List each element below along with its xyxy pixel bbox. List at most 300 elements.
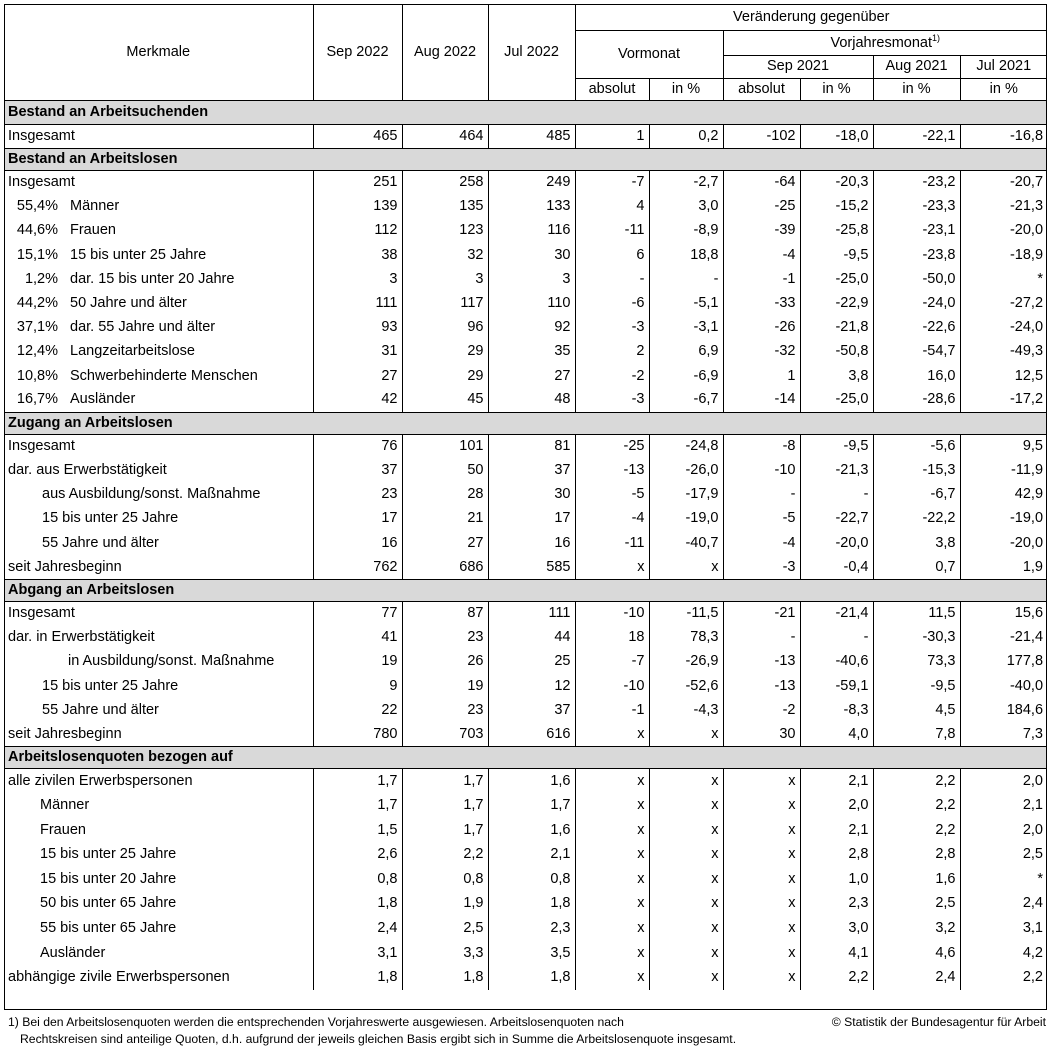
row-label-text: 15 bis unter 20 Jahre <box>40 870 177 887</box>
row-label <box>4 842 313 867</box>
cell-value: 111 <box>488 601 575 625</box>
cell-value: 2 <box>575 340 649 364</box>
cell-value: x <box>649 793 723 818</box>
cell-value: 1,8 <box>488 965 575 990</box>
cell-value: 78,3 <box>649 625 723 649</box>
table-row <box>4 698 1047 722</box>
cell-value: 2,8 <box>873 842 960 867</box>
cell-value: 133 <box>488 194 575 218</box>
section-title: Arbeitslosenquoten bezogen auf <box>4 746 1047 768</box>
cell-value: -21,8 <box>800 315 873 339</box>
cell-value: - <box>649 267 723 291</box>
cell-value: -4 <box>575 507 649 531</box>
footnote-text-2: Rechtskreisen sind anteilige Quoten, d.h. aufgrund der jeweils gleichen Basis ergibt sich in Summe die Arbeitslosenquote insgesamt. <box>20 1032 737 1046</box>
row-label-text: abhängige zivile Erwerbspersonen <box>8 969 230 986</box>
share-value: 1,2% <box>24 270 58 287</box>
cell-value: * <box>1037 270 1044 287</box>
share-value: 15,1% <box>16 246 58 263</box>
statistics-table <box>4 4 1047 990</box>
cell-value: 2,2 <box>873 768 960 793</box>
cell-value: 110 <box>488 291 575 315</box>
cell-value: 1,7 <box>488 793 575 818</box>
cell-value: 2,0 <box>1022 772 1044 789</box>
cell-value: -25,0 <box>800 267 873 291</box>
table-row <box>4 364 1047 388</box>
table-row <box>4 194 1047 218</box>
cell-value: 2,2 <box>1022 969 1044 986</box>
cell-value: 15,6 <box>1014 605 1044 622</box>
cell-value: -5 <box>575 482 649 506</box>
cell-value: -7 <box>575 650 649 674</box>
cell-value: 762 <box>313 555 402 579</box>
row-label <box>4 674 313 698</box>
cell-value: -64 <box>723 170 800 194</box>
cell-value: -3 <box>575 388 649 412</box>
cell-value: 3,1 <box>313 940 402 965</box>
section-title: Abgang an Arbeitslosen <box>4 579 1047 601</box>
cell-value: 4,5 <box>873 698 960 722</box>
cell-value: 112 <box>313 219 402 243</box>
cell-value: -6,7 <box>873 482 960 506</box>
cell-value: 2,1 <box>800 818 873 843</box>
cell-value: -22,1 <box>873 124 960 148</box>
cell-value: 41 <box>313 625 402 649</box>
cell-value: 465 <box>313 124 402 148</box>
cell-value: -3 <box>575 315 649 339</box>
cell-value: -7 <box>575 170 649 194</box>
cell-value: x <box>723 965 800 990</box>
section-header <box>4 746 1047 768</box>
cell-value: -6,7 <box>649 388 723 412</box>
row-label <box>4 219 313 243</box>
row-label <box>4 965 313 990</box>
cell-value: x <box>649 818 723 843</box>
cell-value: 50 <box>402 458 488 482</box>
row-label-text: Ausländer <box>40 944 106 961</box>
cell-value: 4,6 <box>873 940 960 965</box>
row-label <box>4 364 313 388</box>
cell-value: 0,8 <box>313 867 402 892</box>
cell-value: -21,3 <box>800 458 873 482</box>
row-label <box>4 601 313 625</box>
cell-value: 686 <box>402 555 488 579</box>
cell-value: 258 <box>402 170 488 194</box>
cell-value: 30 <box>488 482 575 506</box>
table-row <box>4 555 1047 579</box>
cell-value: 1,7 <box>402 768 488 793</box>
cell-value: 35 <box>488 340 575 364</box>
row-label <box>4 170 313 194</box>
cell-value: -4 <box>723 243 800 267</box>
cell-value: -20,3 <box>800 170 873 194</box>
table-row <box>4 315 1047 339</box>
cell-value: 21 <box>402 507 488 531</box>
cell-value: 135 <box>402 194 488 218</box>
row-label-text: Frauen <box>40 821 86 838</box>
row-label <box>4 867 313 892</box>
row-label-text: Schwerbehinderte Menschen <box>70 367 258 384</box>
cell-value: 101 <box>402 434 488 458</box>
cell-value: 7,8 <box>873 722 960 746</box>
cell-value: -17,9 <box>649 482 723 506</box>
cell-value: -18,0 <box>800 124 873 148</box>
cell-value: -13 <box>575 458 649 482</box>
cell-value: 117 <box>402 291 488 315</box>
cell-value: x <box>575 965 649 990</box>
cell-value: 37 <box>313 458 402 482</box>
cell-value: 9,5 <box>1022 438 1044 455</box>
cell-value: 1,7 <box>402 793 488 818</box>
cell-value: -11,9 <box>1011 462 1044 479</box>
cell-value: -49,3 <box>1009 343 1044 360</box>
share-value: 10,8% <box>16 367 58 384</box>
cell-value: -54,7 <box>873 340 960 364</box>
table-row <box>4 601 1047 625</box>
cell-value: -9,5 <box>800 243 873 267</box>
cell-value: -24,8 <box>649 434 723 458</box>
cell-value: 96 <box>402 315 488 339</box>
cell-value: - <box>723 625 800 649</box>
share-value: 55,4% <box>16 198 58 215</box>
cell-value: x <box>649 916 723 941</box>
row-label <box>4 818 313 843</box>
cell-value: -3,1 <box>649 315 723 339</box>
cell-value: -15,3 <box>873 458 960 482</box>
row-label-text: seit Jahresbeginn <box>8 725 122 742</box>
cell-value: -23,3 <box>873 194 960 218</box>
cell-value: x <box>575 842 649 867</box>
cell-value: 123 <box>402 219 488 243</box>
cell-value: 251 <box>313 170 402 194</box>
cell-value: * <box>1037 870 1044 887</box>
cell-value: 16 <box>313 531 402 555</box>
cell-value: 1,0 <box>800 867 873 892</box>
cell-value: 23 <box>402 698 488 722</box>
cell-value: 2,1 <box>1022 796 1044 813</box>
cell-value: 0,7 <box>873 555 960 579</box>
row-label <box>4 194 313 218</box>
copyright-notice: © Statistik der Bundesagentur für Arbeit <box>831 1015 1046 1029</box>
section-title: Bestand an Arbeitsuchenden <box>4 100 1047 124</box>
row-label-text: 55 Jahre und älter <box>42 701 159 718</box>
table-body <box>4 100 1047 990</box>
cell-value: -23,1 <box>873 219 960 243</box>
cell-value: x <box>723 842 800 867</box>
cell-value: -52,6 <box>649 674 723 698</box>
cell-value: -9,5 <box>800 434 873 458</box>
cell-value: 77 <box>313 601 402 625</box>
row-label-text: Insgesamt <box>8 438 75 455</box>
cell-value: -13 <box>723 650 800 674</box>
cell-value: 4,1 <box>800 940 873 965</box>
row-label-text: dar. 55 Jahre und älter <box>70 319 216 336</box>
cell-value: x <box>649 891 723 916</box>
row-label-text: 55 bis unter 65 Jahre <box>40 919 177 936</box>
cell-value: -21,4 <box>800 601 873 625</box>
cell-value: 7,3 <box>1022 725 1044 742</box>
share-value: 44,2% <box>16 294 58 311</box>
cell-value: -0,4 <box>800 555 873 579</box>
cell-value: 1,6 <box>873 867 960 892</box>
cell-value: 111 <box>313 291 402 315</box>
cell-value: 1 <box>575 124 649 148</box>
cell-value: 4 <box>575 194 649 218</box>
header-pct-vormonat: in % <box>649 78 723 100</box>
header-sep-2022: Sep 2022 <box>313 4 402 100</box>
cell-value: 11,5 <box>873 601 960 625</box>
cell-value: 73,3 <box>873 650 960 674</box>
cell-value: -22,6 <box>873 315 960 339</box>
cell-value: -40,0 <box>1009 677 1044 694</box>
cell-value: 12,5 <box>1014 367 1044 384</box>
cell-value: -10 <box>575 601 649 625</box>
cell-value: 249 <box>488 170 575 194</box>
table-row <box>4 458 1047 482</box>
table-row <box>4 793 1047 818</box>
cell-value: 139 <box>313 194 402 218</box>
cell-value: -32 <box>723 340 800 364</box>
cell-value: 76 <box>313 434 402 458</box>
section-header <box>4 148 1047 170</box>
cell-value: -20,0 <box>800 531 873 555</box>
cell-value: -2 <box>575 364 649 388</box>
cell-value: x <box>575 818 649 843</box>
table-row <box>4 482 1047 506</box>
cell-value: 0,8 <box>402 867 488 892</box>
row-label-text: 15 bis unter 25 Jahre <box>70 246 207 263</box>
cell-value: 92 <box>488 315 575 339</box>
cell-value: -14 <box>723 388 800 412</box>
cell-value: 3,0 <box>649 194 723 218</box>
cell-value: 2,8 <box>800 842 873 867</box>
cell-value: 2,5 <box>402 916 488 941</box>
cell-value: 3 <box>488 267 575 291</box>
row-label <box>4 340 313 364</box>
cell-value: x <box>723 793 800 818</box>
cell-value: 2,6 <box>313 842 402 867</box>
table-row <box>4 340 1047 364</box>
cell-value: 12 <box>488 674 575 698</box>
row-label <box>4 555 313 579</box>
cell-value: 2,4 <box>873 965 960 990</box>
cell-value: -18,9 <box>1009 246 1044 263</box>
cell-value: 0,8 <box>488 867 575 892</box>
cell-value: 780 <box>313 722 402 746</box>
section-title: Zugang an Arbeitslosen <box>4 412 1047 434</box>
cell-value: 27 <box>313 364 402 388</box>
cell-value: 17 <box>488 507 575 531</box>
cell-value: 42 <box>313 388 402 412</box>
cell-value: 26 <box>402 650 488 674</box>
cell-value: -21,3 <box>1009 198 1044 215</box>
cell-value: -40,6 <box>800 650 873 674</box>
header-absolut-vormonat: absolut <box>575 78 649 100</box>
section-header <box>4 412 1047 434</box>
cell-value: 37 <box>488 698 575 722</box>
table-row <box>4 916 1047 941</box>
cell-value: -20,7 <box>1009 174 1044 191</box>
cell-value: -22,2 <box>873 507 960 531</box>
share-value: 16,7% <box>16 391 58 408</box>
cell-value: 3,0 <box>800 916 873 941</box>
table-row <box>4 867 1047 892</box>
cell-value: -1 <box>575 698 649 722</box>
cell-value: 3 <box>313 267 402 291</box>
cell-value: 28 <box>402 482 488 506</box>
cell-value: -22,7 <box>800 507 873 531</box>
cell-value: 30 <box>723 722 800 746</box>
cell-value: x <box>575 793 649 818</box>
cell-value: -8,9 <box>649 219 723 243</box>
cell-value: 2,3 <box>488 916 575 941</box>
cell-value: 2,1 <box>800 768 873 793</box>
cell-value: 29 <box>402 364 488 388</box>
cell-value: 2,2 <box>402 842 488 867</box>
cell-value: 87 <box>402 601 488 625</box>
footnote-marker: 1) <box>932 33 941 44</box>
cell-value: -8,3 <box>800 698 873 722</box>
cell-value: 3,2 <box>873 916 960 941</box>
table-row <box>4 434 1047 458</box>
cell-value: -26 <box>723 315 800 339</box>
cell-value: -27,2 <box>1009 294 1044 311</box>
cell-value: x <box>575 722 649 746</box>
cell-value: 3,5 <box>488 940 575 965</box>
cell-value: -28,6 <box>873 388 960 412</box>
cell-value: 6,9 <box>649 340 723 364</box>
cell-value: -5 <box>723 507 800 531</box>
row-label <box>4 388 313 412</box>
cell-value: 2,2 <box>800 965 873 990</box>
cell-value: 1,9 <box>1022 558 1044 575</box>
header-vorjahresmonat <box>723 30 1047 55</box>
table-row <box>4 243 1047 267</box>
cell-value: 18,8 <box>649 243 723 267</box>
cell-value: 2,4 <box>1022 895 1044 912</box>
cell-value: 42,9 <box>1014 486 1044 503</box>
cell-value: -2,7 <box>649 170 723 194</box>
row-label <box>4 722 313 746</box>
cell-value: 4,2 <box>1022 944 1044 961</box>
cell-value: 2,2 <box>873 793 960 818</box>
cell-value: x <box>649 722 723 746</box>
cell-value: -40,7 <box>649 531 723 555</box>
cell-value: -23,2 <box>873 170 960 194</box>
table-row <box>4 267 1047 291</box>
cell-value: -10 <box>575 674 649 698</box>
cell-value: 2,0 <box>1022 821 1044 838</box>
cell-value: 2,4 <box>313 916 402 941</box>
cell-value: -20,0 <box>1009 222 1044 239</box>
cell-value: 1,5 <box>313 818 402 843</box>
row-label-text: 15 bis unter 25 Jahre <box>42 677 179 694</box>
cell-value: 19 <box>313 650 402 674</box>
row-label <box>4 940 313 965</box>
cell-value: -19,0 <box>649 507 723 531</box>
cell-value: x <box>649 842 723 867</box>
table-row <box>4 768 1047 793</box>
header-veraenderung: Veränderung gegenüber <box>575 4 1047 30</box>
cell-value: 1,8 <box>402 965 488 990</box>
row-label-text: seit Jahresbeginn <box>8 558 122 575</box>
row-label-text: Männer <box>70 198 120 215</box>
table-row <box>4 124 1047 148</box>
row-label <box>4 531 313 555</box>
row-label-text: 50 bis unter 65 Jahre <box>40 895 177 912</box>
cell-value: 177,8 <box>1006 653 1044 670</box>
header-sep-2021: Sep 2021 <box>723 55 873 78</box>
row-label-text: aus Ausbildung/sonst. Maßnahme <box>42 486 261 503</box>
table-row <box>4 674 1047 698</box>
cell-value: 45 <box>402 388 488 412</box>
cell-value: 585 <box>488 555 575 579</box>
row-label-text: 55 Jahre und älter <box>42 534 159 551</box>
row-label <box>4 625 313 649</box>
cell-value: 27 <box>488 364 575 388</box>
table-row <box>4 722 1047 746</box>
section-header <box>4 579 1047 601</box>
section-header <box>4 100 1047 124</box>
cell-value: -11 <box>575 219 649 243</box>
cell-value: -50,8 <box>800 340 873 364</box>
table-row <box>4 388 1047 412</box>
header-jul-2021: Jul 2021 <box>960 55 1047 78</box>
section-title: Bestand an Arbeitslosen <box>4 148 1047 170</box>
header-aug-2021: Aug 2021 <box>873 55 960 78</box>
cell-value: -3 <box>723 555 800 579</box>
cell-value: -25 <box>575 434 649 458</box>
cell-value: -26,0 <box>649 458 723 482</box>
cell-value: -23,8 <box>873 243 960 267</box>
row-label-text: in Ausbildung/sonst. Maßnahme <box>68 653 275 670</box>
cell-value: -50,0 <box>873 267 960 291</box>
row-label-text: dar. aus Erwerbstätigkeit <box>8 462 167 479</box>
cell-value: 1 <box>723 364 800 388</box>
row-label-text: Frauen <box>70 222 116 239</box>
cell-value: -11 <box>575 531 649 555</box>
cell-value: 1,8 <box>313 891 402 916</box>
cell-value: 81 <box>488 434 575 458</box>
cell-value: 703 <box>402 722 488 746</box>
cell-value: x <box>575 768 649 793</box>
row-label-text: Langzeitarbeitslose <box>70 343 195 360</box>
cell-value: 23 <box>313 482 402 506</box>
cell-value: -30,3 <box>873 625 960 649</box>
cell-value: -1 <box>723 267 800 291</box>
table-row <box>4 531 1047 555</box>
table-header <box>4 4 1047 100</box>
cell-value: -26,9 <box>649 650 723 674</box>
cell-value: 29 <box>402 340 488 364</box>
footnote-line-1 <box>8 1014 1046 1031</box>
cell-value: 37 <box>488 458 575 482</box>
cell-value: -10 <box>723 458 800 482</box>
cell-value: -13 <box>723 674 800 698</box>
cell-value: 22 <box>313 698 402 722</box>
row-label-text: Insgesamt <box>8 605 75 622</box>
cell-value: - <box>800 482 873 506</box>
cell-value: 16 <box>488 531 575 555</box>
header-absolut-sep2021: absolut <box>723 78 800 100</box>
footnote-text-1: 1) Bei den Arbeitslosenquoten werden die entsprechenden Vorjahreswerte ausgewiesen. Arbeitslosenquoten nach <box>8 1015 624 1029</box>
cell-value: -2 <box>723 698 800 722</box>
cell-value: 1,6 <box>488 768 575 793</box>
cell-value: -21,4 <box>1009 629 1044 646</box>
cell-value: 2,5 <box>873 891 960 916</box>
cell-value: 3,1 <box>1022 919 1044 936</box>
row-label <box>4 124 313 148</box>
cell-value: 38 <box>313 243 402 267</box>
